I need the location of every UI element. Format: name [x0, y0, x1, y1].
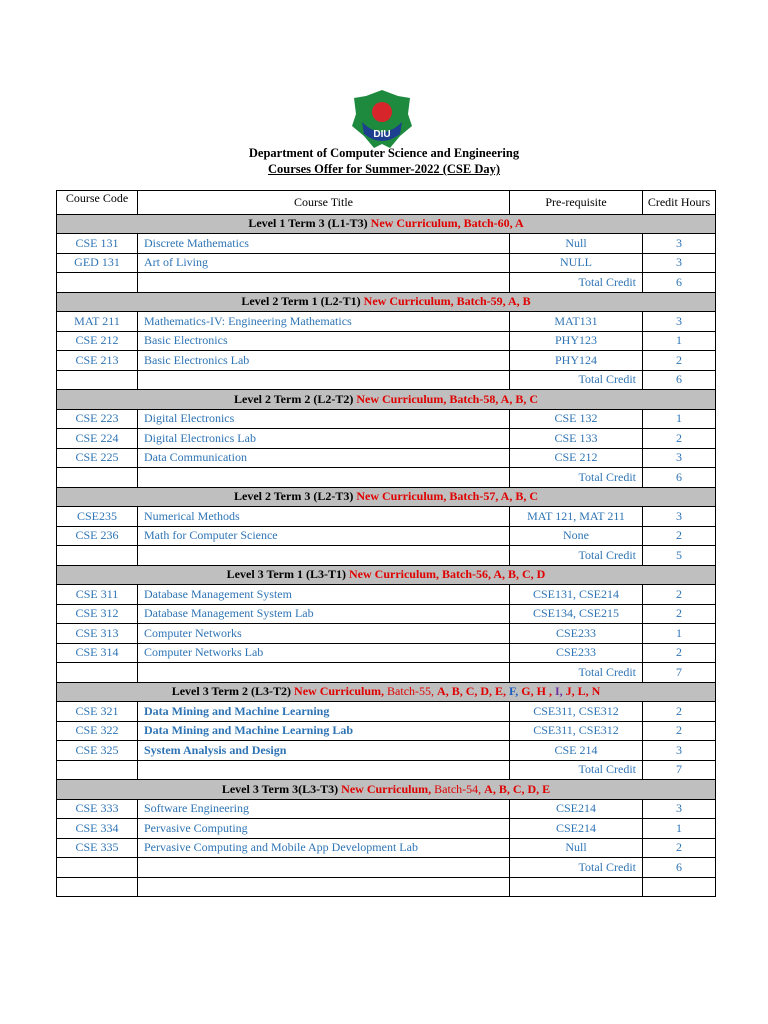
course-code: CSE 311 — [57, 585, 138, 605]
logo-text: DIU — [373, 129, 391, 140]
course-row — [57, 448, 716, 468]
course-credit: 2 — [643, 429, 716, 449]
course-row — [57, 234, 716, 254]
level-heading-row — [57, 487, 716, 507]
courses-table — [56, 190, 716, 897]
course-prerequisite: CSE214 — [510, 799, 643, 819]
course-credit: 2 — [643, 643, 716, 663]
course-code: CSE 131 — [57, 234, 138, 254]
total-label: Total Credit — [510, 468, 643, 488]
course-row — [57, 351, 716, 371]
diu-logo — [350, 88, 414, 152]
total-empty-code — [57, 273, 138, 293]
course-prerequisite: PHY123 — [510, 331, 643, 351]
course-row — [57, 526, 716, 546]
level-label: Level 3 Term 1 (L3-T1) — [226, 567, 349, 582]
course-code: CSE 313 — [57, 624, 138, 644]
level-batch-text: Batch-55, — [387, 684, 438, 699]
course-code: CSE235 — [57, 507, 138, 527]
level-batch-text: Batch-54, — [434, 781, 485, 796]
level-batch-text: New Curriculum, Batch-60, A — [370, 216, 524, 231]
course-credit: 2 — [643, 351, 716, 371]
level-label: Level 2 Term 3 (L2-T3) — [234, 489, 357, 504]
course-credit: 1 — [643, 819, 716, 839]
level-batch-text: New Curriculum, Batch-58, A, B, C — [356, 391, 538, 406]
course-title: Basic Electronics Lab — [138, 351, 510, 371]
course-credit: 3 — [643, 448, 716, 468]
course-title: Data Communication — [138, 448, 510, 468]
level-batch-text: F, — [509, 684, 522, 699]
course-credit: 3 — [643, 741, 716, 761]
total-credit: 5 — [643, 546, 716, 566]
level-heading — [57, 780, 716, 800]
total-label: Total Credit — [510, 663, 643, 683]
course-title: Software Engineering — [138, 799, 510, 819]
total-empty-title — [138, 663, 510, 683]
course-row — [57, 721, 716, 741]
total-row — [57, 370, 716, 390]
course-code: CSE 212 — [57, 331, 138, 351]
course-title: Numerical Methods — [138, 507, 510, 527]
total-row — [57, 273, 716, 293]
course-row — [57, 312, 716, 332]
level-heading — [57, 214, 716, 234]
total-empty-title — [138, 370, 510, 390]
course-code: CSE 223 — [57, 409, 138, 429]
course-prerequisite: CSE 214 — [510, 741, 643, 761]
total-credit: 6 — [643, 468, 716, 488]
level-batch-text: A, B, C, D, E, — [437, 684, 510, 699]
level-batch-text: New Curriculum, — [294, 684, 388, 699]
course-code: CSE 325 — [57, 741, 138, 761]
level-batch-text: New Curriculum, Batch-59, A, B — [363, 294, 531, 309]
empty-cell — [138, 877, 510, 897]
level-heading — [57, 682, 716, 702]
course-row — [57, 819, 716, 839]
level-label: Level 3 Term 3(L3-T3) — [221, 781, 342, 796]
level-batch-text: New Curriculum, Batch-57, A, B, C — [356, 489, 538, 504]
course-prerequisite: MAT131 — [510, 312, 643, 332]
course-prerequisite: CSE233 — [510, 624, 643, 644]
total-empty-code — [57, 760, 138, 780]
course-credit: 2 — [643, 526, 716, 546]
total-row — [57, 663, 716, 683]
course-title: Database Management System Lab — [138, 604, 510, 624]
course-title: Pervasive Computing and Mobile App Development Lab — [138, 838, 510, 858]
total-empty-title — [138, 760, 510, 780]
course-prerequisite: CSE 212 — [510, 448, 643, 468]
total-empty-title — [138, 468, 510, 488]
course-credit: 2 — [643, 721, 716, 741]
level-batch-text: I, — [554, 684, 566, 699]
course-prerequisite: NULL — [510, 253, 643, 273]
course-prerequisite: CSE233 — [510, 643, 643, 663]
level-batch-text: G, H , — [521, 684, 555, 699]
course-row — [57, 331, 716, 351]
course-title: Math for Computer Science — [138, 526, 510, 546]
department-title: Department of Computer Science and Engineering — [248, 146, 520, 160]
level-label: Level 2 Term 2 (L2-T2) — [234, 391, 357, 406]
total-row — [57, 760, 716, 780]
course-prerequisite: CSE 132 — [510, 409, 643, 429]
level-batch-text: New Curriculum, — [341, 781, 435, 796]
course-code: CSE 213 — [57, 351, 138, 371]
empty-row — [57, 877, 716, 897]
course-code: GED 131 — [57, 253, 138, 273]
course-credit: 3 — [643, 234, 716, 254]
course-title: Digital Electronics Lab — [138, 429, 510, 449]
total-label: Total Credit — [510, 273, 643, 293]
course-credit: 2 — [643, 702, 716, 722]
empty-cell — [643, 877, 716, 897]
course-title: Data Mining and Machine Learning Lab — [138, 721, 510, 741]
course-code: CSE 236 — [57, 526, 138, 546]
total-credit: 6 — [643, 273, 716, 293]
course-prerequisite: CSE214 — [510, 819, 643, 839]
level-heading — [57, 487, 716, 507]
course-code: CSE 312 — [57, 604, 138, 624]
course-prerequisite: CSE134, CSE215 — [510, 604, 643, 624]
level-label: Level 3 Term 2 (L3-T2) — [171, 684, 295, 699]
course-prerequisite: MAT 121, MAT 211 — [510, 507, 643, 527]
total-row — [57, 468, 716, 488]
empty-cell — [57, 877, 138, 897]
course-title: Mathematics-IV: Engineering Mathematics — [138, 312, 510, 332]
empty-cell — [510, 877, 643, 897]
course-code: MAT 211 — [57, 312, 138, 332]
total-empty-title — [138, 858, 510, 878]
total-empty-title — [138, 546, 510, 566]
course-row — [57, 799, 716, 819]
total-empty-title — [138, 273, 510, 293]
level-batch-text: New Curriculum, Batch-56, A, B, C, D — [349, 567, 546, 582]
level-heading-row — [57, 565, 716, 585]
course-row — [57, 604, 716, 624]
total-label: Total Credit — [510, 546, 643, 566]
level-batch-text: A, B, C, D, E — [484, 781, 551, 796]
course-credit: 1 — [643, 624, 716, 644]
course-code: CSE 322 — [57, 721, 138, 741]
course-title: System Analysis and Design — [138, 741, 510, 761]
col-header-pre: Pre-requisite — [510, 191, 643, 215]
page-subtitle: Courses Offer for Summer-2022 (CSE Day) — [267, 162, 501, 176]
course-code: CSE 334 — [57, 819, 138, 839]
course-credit: 3 — [643, 507, 716, 527]
level-heading-row — [57, 780, 716, 800]
level-heading — [57, 390, 716, 410]
course-credit: 3 — [643, 253, 716, 273]
level-heading — [57, 565, 716, 585]
course-row — [57, 624, 716, 644]
course-row — [57, 585, 716, 605]
course-credit: 2 — [643, 585, 716, 605]
course-row — [57, 643, 716, 663]
total-label: Total Credit — [510, 858, 643, 878]
level-heading-row — [57, 214, 716, 234]
total-label: Total Credit — [510, 760, 643, 780]
total-credit: 7 — [643, 663, 716, 683]
level-batch-text: J, L, N — [565, 684, 601, 699]
course-prerequisite: PHY124 — [510, 351, 643, 371]
course-credit: 1 — [643, 409, 716, 429]
course-row — [57, 507, 716, 527]
course-title: Data Mining and Machine Learning — [138, 702, 510, 722]
course-prerequisite: CSE 133 — [510, 429, 643, 449]
course-prerequisite: CSE311, CSE312 — [510, 702, 643, 722]
course-row — [57, 741, 716, 761]
total-empty-code — [57, 468, 138, 488]
col-header-code: Course Code — [57, 191, 138, 215]
total-row — [57, 546, 716, 566]
course-title: Computer Networks Lab — [138, 643, 510, 663]
course-row — [57, 409, 716, 429]
total-credit: 6 — [643, 370, 716, 390]
level-label: Level 1 Term 3 (L1-T3) — [248, 216, 371, 231]
total-credit: 7 — [643, 760, 716, 780]
course-code: CSE 224 — [57, 429, 138, 449]
course-code: CSE 333 — [57, 799, 138, 819]
total-empty-code — [57, 370, 138, 390]
course-prerequisite: Null — [510, 838, 643, 858]
course-prerequisite: Null — [510, 234, 643, 254]
course-code: CSE 225 — [57, 448, 138, 468]
course-credit: 1 — [643, 331, 716, 351]
course-row — [57, 838, 716, 858]
course-title: Computer Networks — [138, 624, 510, 644]
level-heading-row — [57, 390, 716, 410]
col-header-title: Course Title — [138, 191, 510, 215]
total-credit: 6 — [643, 858, 716, 878]
course-code: CSE 321 — [57, 702, 138, 722]
course-prerequisite: None — [510, 526, 643, 546]
course-title: Art of Living — [138, 253, 510, 273]
total-empty-code — [57, 858, 138, 878]
level-heading-row — [57, 292, 716, 312]
course-prerequisite: CSE131, CSE214 — [510, 585, 643, 605]
course-title: Discrete Mathematics — [138, 234, 510, 254]
course-title: Digital Electronics — [138, 409, 510, 429]
course-title: Pervasive Computing — [138, 819, 510, 839]
course-title: Basic Electronics — [138, 331, 510, 351]
col-header-credit: Credit Hours — [643, 191, 716, 215]
course-row — [57, 429, 716, 449]
course-code: CSE 314 — [57, 643, 138, 663]
course-row — [57, 702, 716, 722]
total-row — [57, 858, 716, 878]
course-credit: 2 — [643, 604, 716, 624]
total-empty-code — [57, 546, 138, 566]
total-label: Total Credit — [510, 370, 643, 390]
course-credit: 3 — [643, 312, 716, 332]
course-row — [57, 253, 716, 273]
course-title: Database Management System — [138, 585, 510, 605]
level-heading — [57, 292, 716, 312]
course-prerequisite: CSE311, CSE312 — [510, 721, 643, 741]
total-empty-code — [57, 663, 138, 683]
level-heading-row — [57, 682, 716, 702]
course-credit: 2 — [643, 838, 716, 858]
course-credit: 3 — [643, 799, 716, 819]
course-code: CSE 335 — [57, 838, 138, 858]
level-label: Level 2 Term 1 (L2-T1) — [241, 294, 364, 309]
table-header-row — [57, 191, 716, 215]
